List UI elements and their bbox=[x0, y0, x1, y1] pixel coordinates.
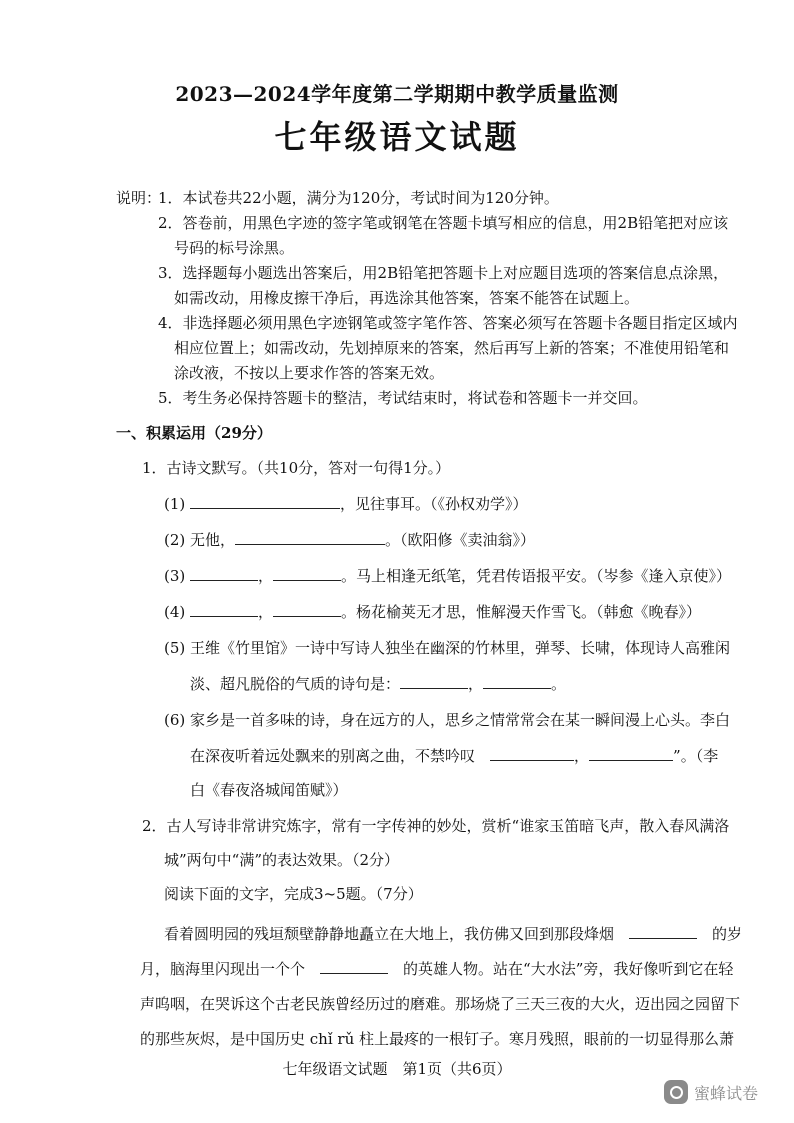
watermark bbox=[664, 1080, 758, 1104]
watermark-text: 蜜蜂试卷 bbox=[694, 1083, 759, 1103]
q1-sub3-line bbox=[190, 566, 731, 586]
answer-blank[interactable] bbox=[235, 530, 385, 545]
passage-line3: 声呜咽，在哭诉这个古老民族曾经历过的磨难。那场烧了三天三夜的大火，迈出园之园留下 bbox=[140, 995, 741, 1013]
passage-line4: 的那些灰烬，是中国历史 chǐ rǔ 柱上最疼的一根钉子。寒月残照，眼前的一切显得那么萧 bbox=[140, 1030, 734, 1048]
q1-sub5-sep: ， bbox=[468, 675, 484, 693]
q1-sub1-number: (1) bbox=[164, 495, 186, 513]
passage-line2-post: 的英雄人物。站在“大水法”旁，我好像听到它在轻 bbox=[403, 960, 734, 978]
answer-blank[interactable] bbox=[589, 746, 673, 761]
answer-blank[interactable] bbox=[320, 959, 388, 974]
question-2-line2: 城”两句中“满”的表达效果。（2分） bbox=[164, 851, 400, 869]
answer-blank[interactable] bbox=[483, 674, 551, 689]
q1-sub6-line2-post: ”。（李 bbox=[673, 747, 719, 765]
subject-title: 七年级语文试题 bbox=[274, 118, 520, 156]
answer-blank[interactable] bbox=[190, 602, 258, 617]
answer-blank[interactable] bbox=[629, 924, 697, 939]
instruction-line: 4．非选择题必须用黑色字迹钢笔或签字笔作答、答案必须写在答题卡各题目指定区域内 bbox=[158, 314, 738, 332]
instruction-line: 如需改动，用橡皮擦干净后，再选涂其他答案，答案不能答在试题上。 bbox=[174, 289, 640, 307]
instruction-line: 号码的标号涂黑。 bbox=[174, 239, 295, 257]
honeybee-logo-icon bbox=[664, 1080, 688, 1104]
exam-title: 2023—2024学年度第二学期期中教学质量监测 bbox=[175, 82, 619, 106]
answer-blank[interactable] bbox=[190, 566, 258, 581]
q1-sub4-line bbox=[190, 602, 701, 622]
answer-blank[interactable] bbox=[190, 494, 340, 509]
q1-sub2-line bbox=[190, 530, 535, 550]
instruction-line: 相应位置上；如需改动，先划掉原来的答案，然后再写上新的答案；不准使用铅笔和 bbox=[174, 339, 730, 357]
passage-line2 bbox=[140, 959, 733, 979]
q1-sub5-end: 。 bbox=[551, 675, 567, 693]
q1-sub2-number: (2) bbox=[164, 531, 186, 549]
q1-sub3-sep: ， bbox=[258, 567, 274, 585]
passage-line1 bbox=[164, 924, 742, 944]
instruction-line: 1．本试卷共22小题，满分为120分，考试时间为120分钟。 bbox=[158, 189, 559, 207]
answer-blank[interactable] bbox=[273, 602, 341, 617]
instruction-line: 5．考生务必保持答题卡的整洁，考试结束时，将试卷和答题卡一并交回。 bbox=[158, 389, 648, 407]
q1-sub6-sep: ， bbox=[574, 747, 590, 765]
q1-sub6-line2 bbox=[190, 746, 718, 766]
q1-sub6-line1: 家乡是一首多味的诗，身在远方的人，思乡之情常常会在某一瞬间漫上心头。李白 bbox=[190, 711, 731, 729]
section-heading: 一、积累运用（29分） bbox=[116, 424, 272, 442]
q1-sub5-line2-text: 淡、超凡脱俗的气质的诗句是： bbox=[190, 675, 401, 693]
instructions-label: 说明： bbox=[116, 189, 162, 207]
q1-sub1-text: ，见往事耳。（《孙权劝学》） bbox=[340, 495, 528, 513]
passage-line1-pre: 看着圆明园的残垣颓壁静静地矗立在大地上，我仿佛又回到那段烽烟 bbox=[164, 925, 615, 943]
q1-sub4-post: 。杨花榆荚无才思，惟解漫天作雪飞。（韩愈《晚春》） bbox=[341, 603, 702, 621]
page-footer: 七年级语文试题 第1页（共6页） bbox=[282, 1060, 512, 1078]
q1-sub2-post: 。（欧阳修《卖油翁》） bbox=[385, 531, 536, 549]
q1-sub1-line bbox=[190, 494, 528, 514]
instruction-line: 涂改液，不按以上要求作答的答案无效。 bbox=[174, 364, 445, 382]
q1-sub6-line3: 白《春夜洛城闻笛赋》） bbox=[190, 781, 348, 799]
question-2-line1: 2．古人写诗非常讲究炼字，常有一字传神的妙处，赏析“谁家玉笛暗飞声，散入春风满洛 bbox=[142, 817, 730, 835]
instruction-line: 3．选择题每小题选出答案后，用2B铅笔把答题卡上对应题目选项的答案信息点涂黑， bbox=[158, 264, 729, 282]
q1-sub5-line2 bbox=[190, 674, 566, 694]
q1-sub5-number: (5) bbox=[164, 639, 186, 657]
q1-sub5-line1: 王维《竹里馆》一诗中写诗人独坐在幽深的竹林里，弹琴、长啸，体现诗人高雅闲 bbox=[190, 639, 731, 657]
q1-sub6-number: (6) bbox=[164, 711, 186, 729]
q1-sub3-post: 。马上相逢无纸笔，凭君传语报平安。（岑参《逢入京使》） bbox=[341, 567, 732, 585]
question-1-stem: 1．古诗文默写。（共10分，答对一句得1分。） bbox=[142, 459, 451, 477]
passage-line1-post: 的岁 bbox=[712, 925, 743, 943]
q1-sub4-sep: ， bbox=[258, 603, 274, 621]
answer-blank[interactable] bbox=[400, 674, 468, 689]
q1-sub6-line2-pre: 在深夜听着远处飘来的别离之曲，不禁吟叹 bbox=[190, 747, 476, 765]
q1-sub2-pre: 无他， bbox=[190, 531, 236, 549]
q1-sub4-number: (4) bbox=[164, 603, 186, 621]
answer-blank[interactable] bbox=[490, 746, 574, 761]
q1-sub3-number: (3) bbox=[164, 567, 186, 585]
reading-prompt: 阅读下面的文字，完成3~5题。（7分） bbox=[164, 885, 423, 903]
instruction-line: 2．答卷前，用黑色字迹的签字笔或钢笔在答题卡填写相应的信息，用2B铅笔把对应该 bbox=[158, 214, 729, 232]
answer-blank[interactable] bbox=[273, 566, 341, 581]
passage-line2-pre: 月，脑海里闪现出一个个 bbox=[140, 960, 306, 978]
